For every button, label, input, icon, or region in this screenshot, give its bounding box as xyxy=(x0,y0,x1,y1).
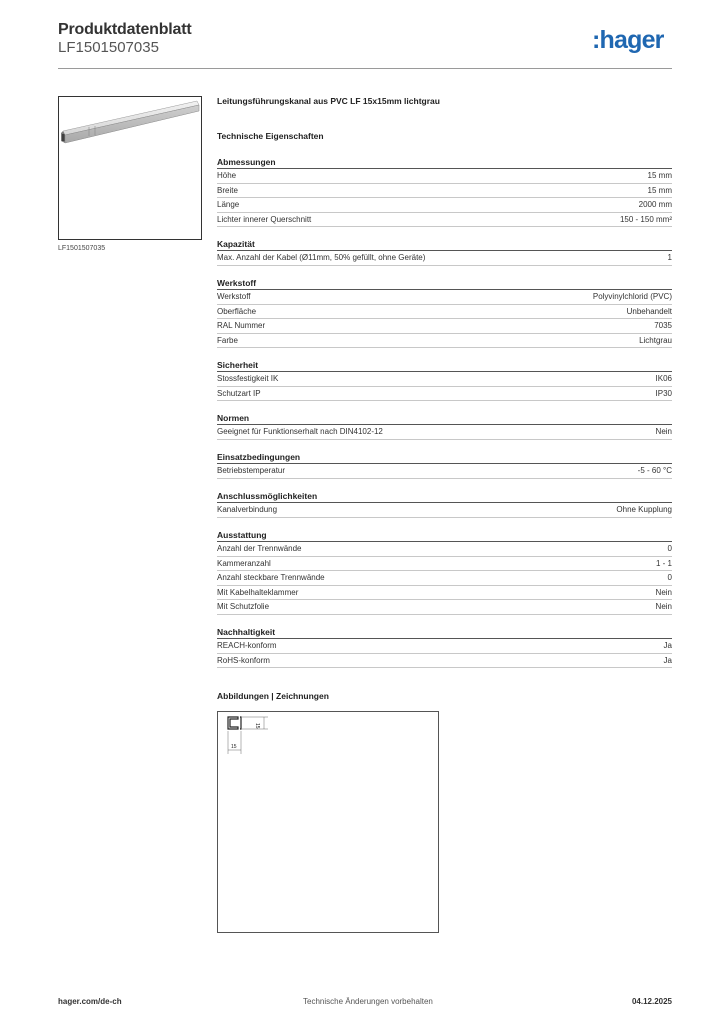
property-row xyxy=(217,654,672,669)
section-heading: Normen xyxy=(217,413,250,423)
property-value: Nein xyxy=(655,602,672,612)
property-row xyxy=(217,557,672,572)
cross-section-drawing xyxy=(218,712,438,932)
header-divider xyxy=(58,68,672,69)
property-value: 150 - 150 mm² xyxy=(619,214,672,224)
property-value: Nein xyxy=(655,427,672,436)
section-heading: Anschlussmöglichkeiten xyxy=(217,491,318,501)
property-label: Länge xyxy=(217,200,240,210)
property-value: Ohne Kupplung xyxy=(616,505,672,514)
property-row xyxy=(217,600,672,615)
section-heading: Kapazität xyxy=(217,239,255,249)
technical-properties-heading: Technische Eigenschaften xyxy=(217,131,324,141)
property-row xyxy=(217,251,672,266)
product-title: Leitungsführungskanal aus PVC LF 15x15mm lichtgrau xyxy=(217,96,440,106)
product-image xyxy=(58,96,202,240)
property-value: 15 mm xyxy=(647,171,672,180)
property-value: Unbehandelt xyxy=(626,306,672,316)
property-value: 0 xyxy=(667,544,672,553)
property-label: Mit Kabelhalteklammer xyxy=(217,587,299,597)
dimension-height-label: 15 xyxy=(254,723,260,729)
property-label: RoHS-konform xyxy=(217,655,270,665)
property-row xyxy=(217,387,672,402)
property-value: 0 xyxy=(667,573,672,583)
property-label: Anzahl steckbare Trennwände xyxy=(217,573,325,583)
property-value: 7035 xyxy=(654,321,672,331)
property-row xyxy=(217,334,672,349)
property-row xyxy=(217,542,672,557)
section-heading: Einsatzbedingungen xyxy=(217,452,301,462)
property-row xyxy=(217,639,672,654)
property-label: Stossfestigkeit IK xyxy=(217,374,279,383)
property-value: Ja xyxy=(663,641,672,650)
property-value: 2000 mm xyxy=(638,200,672,210)
property-value: Lichtgrau xyxy=(639,335,672,345)
property-label: Höhe xyxy=(217,171,237,180)
property-label: Oberfläche xyxy=(217,306,257,316)
hager-logo: :hager xyxy=(592,26,664,54)
property-label: Mit Schutzfolie xyxy=(217,602,270,612)
property-label: Kanalverbindung xyxy=(217,505,278,514)
property-value: 1 - 1 xyxy=(655,558,672,568)
property-label: Max. Anzahl der Kabel (Ø11mm, 50% gefüllt, ohne Geräte) xyxy=(217,253,426,262)
product-code: LF1501507035 xyxy=(58,39,159,56)
cable-duct-illustration xyxy=(59,97,201,239)
property-row xyxy=(217,425,672,440)
footer-date: 04.12.2025 xyxy=(631,997,672,1006)
property-label: Farbe xyxy=(217,335,238,345)
property-label: Geeignet für Funktionserhalt nach DIN4102-12 xyxy=(217,427,383,436)
section-heading: Nachhaltigkeit xyxy=(217,627,276,637)
property-label: Kammeranzahl xyxy=(217,558,271,568)
property-value: IK06 xyxy=(655,374,672,383)
property-row xyxy=(217,305,672,320)
property-row xyxy=(217,571,672,586)
property-label: Lichter innerer Querschnitt xyxy=(217,214,312,224)
property-row xyxy=(217,184,672,199)
property-value: 15 mm xyxy=(647,185,672,195)
property-row xyxy=(217,290,672,305)
page-title: Produktdatenblatt xyxy=(58,21,192,38)
property-label: REACH-konform xyxy=(217,641,277,650)
property-label: Breite xyxy=(217,185,238,195)
property-value: IP30 xyxy=(655,388,672,398)
property-value: Ja xyxy=(663,655,672,665)
property-value: -5 - 60 °C xyxy=(637,466,672,475)
section-heading: Sicherheit xyxy=(217,360,259,370)
property-row xyxy=(217,503,672,518)
property-row xyxy=(217,464,672,479)
dimension-width-label: 15 xyxy=(231,744,237,750)
property-row xyxy=(217,372,672,387)
property-row xyxy=(217,169,672,184)
property-value: Polyvinylchlorid (PVC) xyxy=(592,292,672,301)
property-label: Schutzart IP xyxy=(217,388,261,398)
property-label: Betriebstemperatur xyxy=(217,466,286,475)
image-caption: LF1501507035 xyxy=(58,245,106,252)
section-heading: Ausstattung xyxy=(217,530,267,540)
property-label: RAL Nummer xyxy=(217,321,266,331)
property-label: Anzahl der Trennwände xyxy=(217,544,302,553)
section-heading: Abmessungen xyxy=(217,157,276,167)
property-row xyxy=(217,586,672,601)
property-row xyxy=(217,198,672,213)
footer-website[interactable]: hager.com/de-ch xyxy=(58,997,122,1006)
section-heading: Werkstoff xyxy=(217,278,257,288)
property-value: Nein xyxy=(655,587,672,597)
property-row xyxy=(217,213,672,228)
property-label: Werkstoff xyxy=(217,292,251,301)
footer-disclaimer: Technische Änderungen vorbehalten xyxy=(303,997,433,1006)
property-value: 1 xyxy=(667,253,672,262)
technical-drawing xyxy=(217,711,439,933)
drawings-heading: Abbildungen | Zeichnungen xyxy=(217,691,329,701)
property-row xyxy=(217,319,672,334)
